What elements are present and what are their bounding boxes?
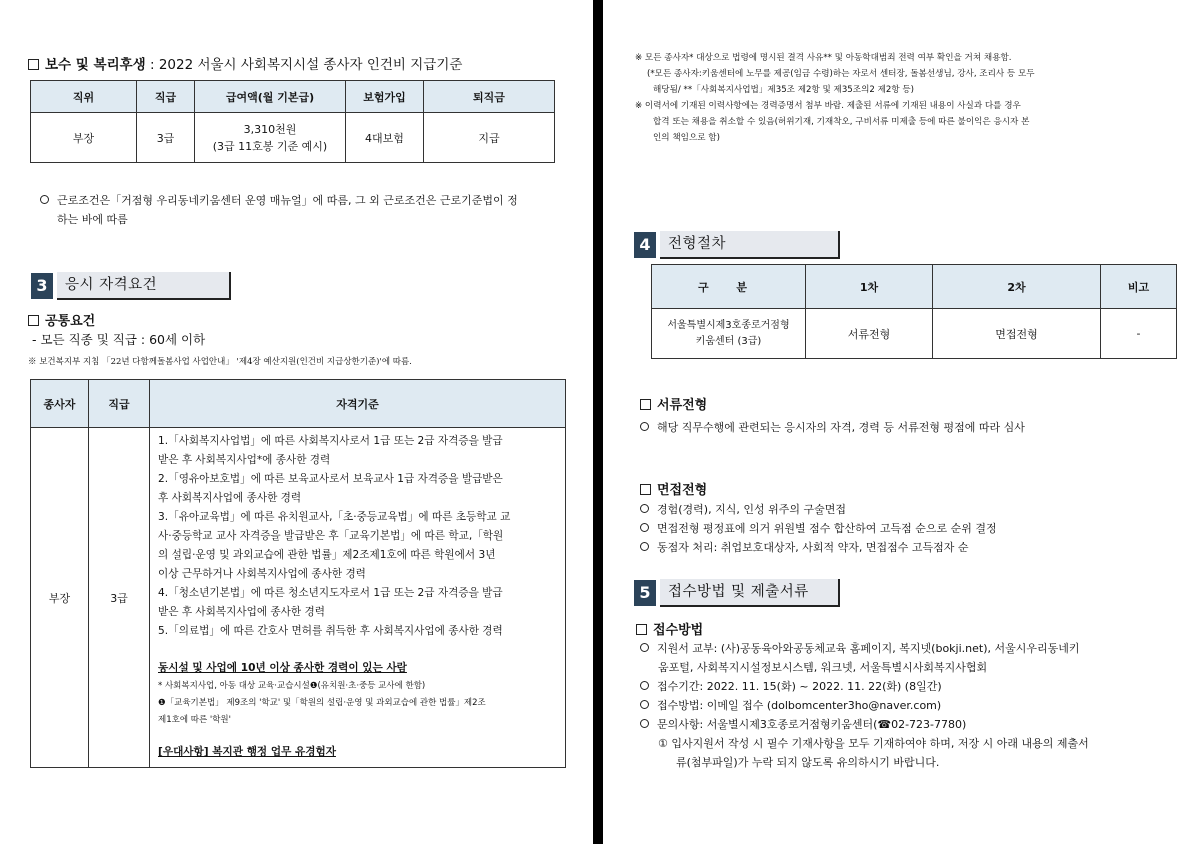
checkbox-icon	[28, 315, 39, 326]
table-cell: 면접전형	[933, 309, 1101, 359]
section-5-heading	[634, 578, 840, 607]
doc-screen-text: 해당 직무수행에 관련되는 응시자의 자격, 경력 등 서류전형 평점에 따라 심사	[640, 418, 1025, 437]
list-item: 접수방법: 이메일 접수 (dolbomcenter3ho@naver.com)	[640, 696, 1196, 715]
section-number: 3	[31, 273, 53, 299]
table-header: 보험가입	[346, 81, 424, 113]
list-item: 경험(경력), 지식, 인성 위주의 구술면접	[640, 500, 997, 519]
apply-list: 지원서 교부: (사)공동육아와공동체교육 홈페이지, 복지넷(bokji.net), 서울시우리동네키 움포털, 사회복지시설정보시스템, 워크넷, 서울특별시사회복지사협회 접수기간: 2022. 11. 15(화) ~ 2022. 11. 22(화) (8일간) 접수방법: 이메일 접수 (dolbomcenter3ho@naver.com) 문의사항: 서울별시제3호종로거점형키움센터(☎02-723-7780) ① 입사지원서 작성 시 필수 기재사항을 모두 기재하여야 하며, 저장 시 아래 내용의 제출서 류(첨부파일)가 누락 되지 않도록 유의하시기 바랍니다.	[640, 639, 1196, 772]
circle-bullet-icon	[640, 643, 649, 652]
table-header: 자격기준	[150, 380, 566, 428]
table-cell: 3급	[137, 113, 195, 163]
salary-heading: 보수 및 복리후생 : 2022 서울시 사회복지시설 종사자 인건비 지급기준	[28, 53, 462, 73]
circle-bullet-icon	[40, 195, 49, 204]
checkbox-icon	[640, 399, 651, 410]
apply-title: 접수방법	[636, 619, 703, 638]
section-number: 5	[634, 580, 656, 606]
right-page	[603, 0, 1200, 844]
table-cell: 서울특별시제3호종로거점형 키움센터 (3급)	[652, 309, 806, 359]
work-condition: 근로조건은「거점형 우리동네키움센터 운영 매뉴얼」에 따름, 그 외 근로조건은 근로기준법이 정 하는 바에 따름	[40, 191, 580, 229]
table-cell: 부장	[31, 113, 137, 163]
section-number: 4	[634, 232, 656, 258]
process-table	[651, 264, 1177, 359]
doc-screen-title: 서류전형	[640, 394, 707, 413]
left-page	[0, 0, 593, 844]
section-3-heading	[31, 271, 231, 300]
grade-cell: 3급	[89, 428, 150, 768]
list-item: 동점자 처리: 취업보호대상자, 사회적 약자, 면접점수 고득점자 순	[640, 538, 997, 557]
experience-title: 동시설 및 사업에 10년 이상 종사한 경력이 있는 사람	[158, 662, 407, 674]
circle-bullet-icon	[640, 700, 649, 709]
interview-list	[640, 500, 997, 557]
list-item: 지원서 교부: (사)공동육아와공동체교육 홈페이지, 복지넷(bokji.net), 서울시우리동네키	[640, 639, 1196, 658]
table-header: 구 분	[652, 265, 806, 309]
circle-bullet-icon	[640, 523, 649, 532]
criteria-cell: 1.「사회복지사업법」에 따른 사회복지사로서 1급 또는 2급 자격증을 발급 받은 후 사회복지사업*에 종사한 경력 2.「영유아보호법」에 따른 보육교사로서 보육교사 1급 자격증을 발급받은 후 사회복지사업에 종사한 경력 3.「유아교육법」에 따른 유치원교사,「초·중등교육법」에 따른 초등학교 교 사·중등학교 교사 자격증을 발급받은 후「교육기본법」에 따른 학교,「학원 의 설립·운영 및 과외교습에 관한 법률」제2조제1호에 따른 학원에서 3년 이상 근무하거나 사회복지사업에 종사한 경력 4.「청소년기본법」에 따른 청소년지도자로서 1급 또는 2급 자격증을 발급 받은 후 사회복지사업에 종사한 경력 5.「의료법」에 따른 간호사 면허를 취득한 후 사회복지사업에 종사한 경력 동시설 및 사업에 10년 이상 종사한 경력이 있는 사람 * 사회복지사업, 아동 대상 교육·교습시설❶(유치원·초·중등 교사에 한함) ❶「교육기본법」 제9조의 '학교' 및「학원의 설립·운영 및 과외교습에 관한 법률」제2조 제1호에 따른 '학원' [우대사항] 복지관 행정 업무 유경험자	[150, 428, 566, 768]
table-header: 종사자	[31, 380, 89, 428]
circle-bullet-icon	[640, 719, 649, 728]
table-header: 직급	[137, 81, 195, 113]
eligibility-notes: ※ 모든 종사자* 대상으로 법령에 명시된 결격 사유** 및 아동학대범죄 전력 여부 확인을 거쳐 채용함. (*모든 종사자:키움센터에 노무를 제공(임금 수령)하는 자로서 센터장, 돌봄선생님, 강사, 조리사 등 모두 해당됨/ **「사회복지사업법」제35조 제2항 및 제35조의2 제2항 등) ※ 이력서에 기재된 이력사항에는 경력증명서 첨부 바람. 제출된 서류에 기재된 내용이 사실과 다를 경우 합격 또는 채용을 취소할 수 있음(허위기재, 기재착오, 구비서류 미제출 등에 따른 불이익은 응시자 본 인의 책임으로 함)	[635, 53, 1035, 143]
table-header: 1차	[806, 265, 933, 309]
table-cell: 4대보험	[346, 113, 424, 163]
checkbox-icon	[28, 59, 39, 70]
position-cell: 부장	[31, 428, 89, 768]
table-header: 직급	[89, 380, 150, 428]
list-item: 면접전형 평정표에 의거 위원별 점수 합산하여 고득점 순으로 순위 결정	[640, 519, 997, 538]
circle-bullet-icon	[640, 504, 649, 513]
section-title: 전형절차	[660, 231, 840, 259]
table-header: 퇴직금	[424, 81, 555, 113]
table-header: 직위	[31, 81, 137, 113]
circle-bullet-icon	[640, 681, 649, 690]
qualification-table	[30, 379, 566, 768]
interview-title: 면접전형	[640, 479, 707, 498]
common-req-title: 공통요건	[28, 310, 95, 329]
sub-note: ① 입사지원서 작성 시 필수 기재사항을 모두 기재하여야 하며, 저장 시 아래 내용의 제출서	[658, 737, 1089, 750]
table-header: 2차	[933, 265, 1101, 309]
preferred-note: [우대사항] 복지관 행정 업무 유경험자	[158, 746, 336, 758]
age-requirement: - 모든 직종 및 직급 : 60세 이하	[32, 332, 206, 347]
table-cell: 3,310천원 (3급 11호봉 기준 예시)	[195, 113, 346, 163]
table-cell: -	[1101, 309, 1177, 359]
section-title: 응시 자격요건	[57, 272, 231, 300]
list-item: 접수기간: 2022. 11. 15(화) ~ 2022. 11. 22(화) (8일간)	[640, 677, 1196, 696]
salary-table	[30, 80, 555, 163]
table-cell: 서류전형	[806, 309, 933, 359]
circle-bullet-icon	[640, 542, 649, 551]
table-cell: 지급	[424, 113, 555, 163]
section-title: 접수방법 및 제출서류	[660, 579, 840, 607]
checkbox-icon	[636, 624, 647, 635]
section-4-heading	[634, 230, 840, 259]
table-header: 비고	[1101, 265, 1177, 309]
checkbox-icon	[640, 484, 651, 495]
table-header: 급여액(월 기본급)	[195, 81, 346, 113]
list-item: 문의사항: 서울별시제3호종로거점형키움센터(☎02-723-7780)	[640, 715, 1196, 734]
circle-bullet-icon	[640, 422, 649, 431]
guideline-note: ※ 보건복지부 지침 「22년 다함께돌봄사업 사업안내」 '제4장 예산지원(인건비 지급상한기준)'에 따름.	[28, 357, 412, 367]
